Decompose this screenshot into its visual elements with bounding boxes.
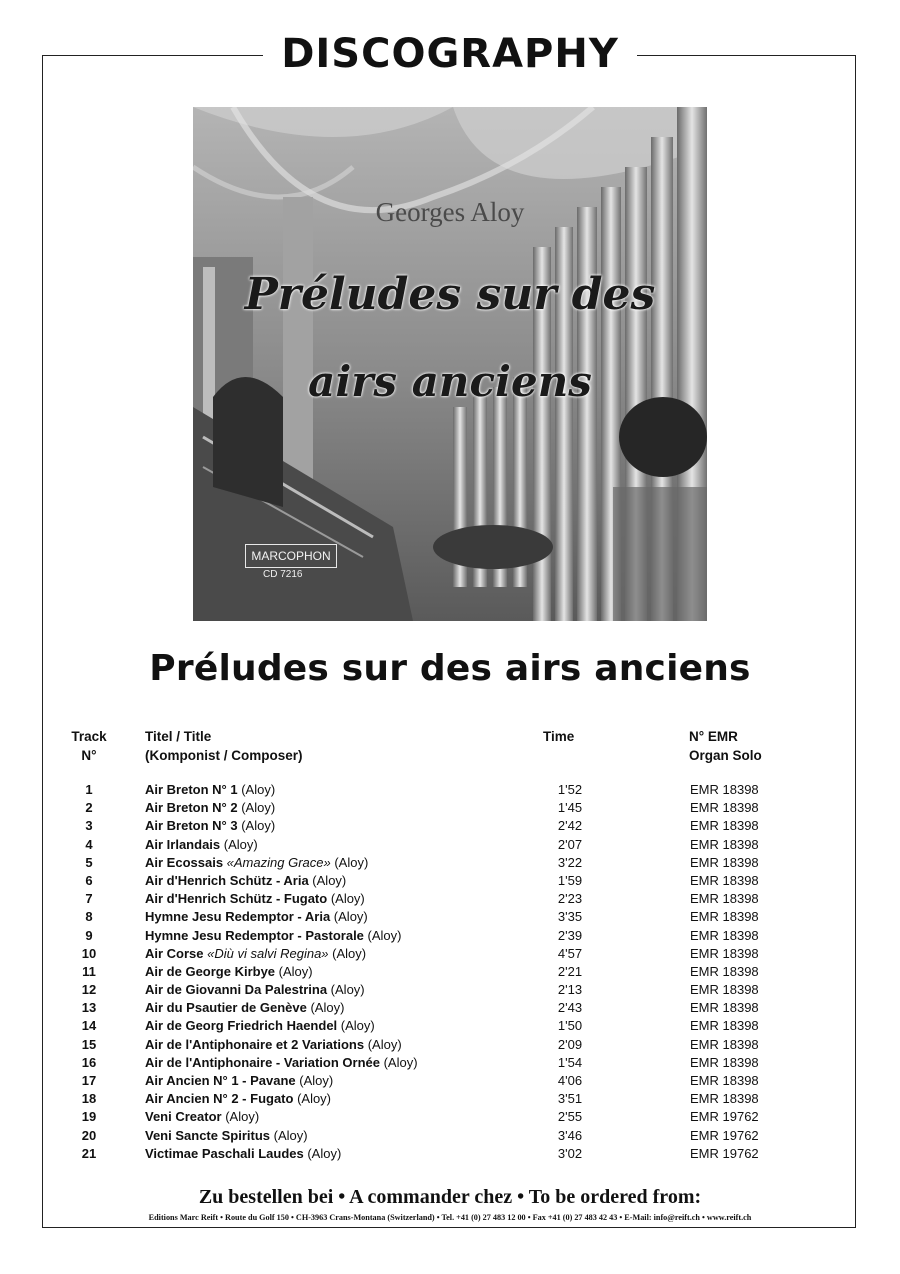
emr-column-header <box>689 727 762 765</box>
track-title-cell <box>145 999 344 1017</box>
track-title: Victimae Paschali Laudes <box>145 1145 304 1161</box>
track-number: 15 <box>81 1036 97 1052</box>
track-number: 19 <box>81 1109 97 1125</box>
track-row <box>60 999 820 1017</box>
track-title-cell <box>145 1127 308 1145</box>
track-title: Air de Georg Friedrich Haendel <box>145 1018 338 1034</box>
track-number: 8 <box>85 909 93 925</box>
track-title-cell <box>145 799 275 817</box>
track-row <box>60 799 820 817</box>
track-title-cell <box>145 1072 333 1090</box>
track-composer: (Aloy) <box>363 927 402 943</box>
track-composer: (Aloy) <box>220 836 258 852</box>
track-number: 20 <box>81 1127 97 1143</box>
track-row <box>60 1036 820 1054</box>
track-title-cell <box>145 781 275 799</box>
track-emr-number: EMR 18398 <box>690 1036 759 1052</box>
track-emr-number: EMR 18398 <box>690 800 759 816</box>
track-title: Air Ancien N° 1 - Pavane <box>145 1073 296 1088</box>
track-title-cell <box>145 927 401 945</box>
track-composer: (Aloy) <box>327 982 365 998</box>
track-emr-number: EMR 18398 <box>690 927 759 943</box>
track-row <box>60 1127 820 1145</box>
track-title: Air Ancien N° 2 - Fugato <box>145 1091 294 1107</box>
track-title: Veni Sancte Spiritus <box>145 1127 270 1143</box>
track-composer: (Aloy) <box>237 818 276 834</box>
track-title-cell <box>145 872 346 890</box>
track-column-header <box>66 727 112 765</box>
track-title-cell <box>145 836 258 854</box>
emr-header-line-1: N° EMR <box>689 729 738 744</box>
cover-catalog-number: CD 7216 <box>263 569 303 580</box>
track-number: 11 <box>82 963 96 979</box>
time-column-header <box>543 727 574 746</box>
track-row <box>60 1072 820 1090</box>
track-number: 16 <box>81 1054 97 1070</box>
track-number: 6 <box>85 872 93 888</box>
track-time: 3'22 <box>557 854 583 870</box>
track-title: Air de l'Antiphonaire et 2 Variations <box>145 1036 365 1052</box>
track-row <box>60 981 820 999</box>
title-header-line-1: Titel / Title <box>145 729 212 744</box>
track-title-cell <box>145 1090 331 1108</box>
track-time: 2'13 <box>557 982 583 998</box>
title-header-line-2: (Komponist / Composer) <box>145 748 303 763</box>
track-emr-number: EMR 18398 <box>690 982 759 998</box>
track-row <box>60 1090 820 1108</box>
track-title-cell <box>145 854 368 872</box>
track-number: 2 <box>85 800 93 816</box>
track-header-line-1: Track <box>71 729 107 744</box>
track-composer: (Aloy) <box>306 1000 345 1016</box>
track-title: Air de Giovanni Da Palestrina <box>145 982 328 998</box>
track-title: Air de George Kirbye <box>145 963 276 979</box>
emr-header-line-2: Organ Solo <box>689 748 762 763</box>
track-title: Air Corse <box>145 945 204 961</box>
track-number: 7 <box>85 891 93 907</box>
track-title-cell <box>145 908 368 926</box>
track-composer: (Aloy) <box>379 1054 418 1070</box>
track-title-cell <box>145 817 275 835</box>
track-row <box>60 1017 820 1035</box>
track-emr-number: EMR 19762 <box>690 1109 759 1125</box>
track-time: 4'57 <box>557 945 583 961</box>
track-emr-number: EMR 18398 <box>690 836 759 852</box>
track-emr-number: EMR 18398 <box>690 854 759 870</box>
track-title: Air Breton N° 2 <box>145 800 238 816</box>
track-number: 1 <box>85 782 93 797</box>
marcophon-logo: MARCOPHON <box>245 544 337 568</box>
track-emr-number: EMR 18398 <box>690 872 759 888</box>
track-number: 5 <box>85 854 93 870</box>
track-time: 2'23 <box>557 891 583 907</box>
track-row <box>60 927 820 945</box>
track-number: 17 <box>81 1073 97 1088</box>
track-composer: (Aloy) <box>303 1145 342 1161</box>
track-time: 3'02 <box>557 1145 583 1161</box>
track-composer: (Aloy) <box>337 1018 375 1034</box>
track-row <box>60 945 820 963</box>
track-title: Air Breton N° 1 <box>145 782 238 797</box>
track-time: 1'50 <box>557 1018 583 1034</box>
track-row <box>60 1145 820 1163</box>
track-title: Air d'Henrich Schütz - Fugato <box>145 891 328 907</box>
track-number: 13 <box>81 1000 97 1016</box>
track-number: 9 <box>85 927 93 943</box>
track-emr-number: EMR 18398 <box>690 1073 759 1088</box>
track-time: 1'52 <box>557 782 583 797</box>
track-title-cell <box>145 1145 341 1163</box>
discography-title: DISCOGRAPHY <box>263 28 637 80</box>
track-row <box>60 963 820 981</box>
track-composer: (Aloy) <box>308 872 347 888</box>
album-title: Préludes sur des airs anciens <box>149 648 751 689</box>
time-header: Time <box>543 729 575 744</box>
track-composer: (Aloy) <box>237 800 276 816</box>
track-title: Veni Creator <box>145 1109 222 1125</box>
track-emr-number: EMR 18398 <box>690 945 759 961</box>
track-subtitle: «Diù vi salvi Regina» <box>203 945 329 961</box>
track-number: 3 <box>85 818 93 834</box>
track-title-cell <box>145 1017 375 1035</box>
track-title: Air Ecossais <box>145 854 224 870</box>
track-title-cell <box>145 1108 259 1126</box>
track-title: Hymne Jesu Redemptor - Pastorale <box>145 927 364 943</box>
track-number: 4 <box>85 836 93 852</box>
title-column-header <box>145 727 303 765</box>
track-row <box>60 1054 820 1072</box>
track-number: 12 <box>81 982 97 998</box>
order-info: Zu bestellen bei • A commander chez • To be ordered from: <box>198 1186 702 1208</box>
track-emr-number: EMR 18398 <box>690 1054 759 1070</box>
track-row <box>60 872 820 890</box>
track-title-cell <box>145 981 365 999</box>
track-emr-number: EMR 18398 <box>690 1091 759 1107</box>
track-composer: (Aloy) <box>364 1036 402 1052</box>
track-composer: (Aloy) <box>330 909 368 925</box>
track-emr-number: EMR 18398 <box>690 909 759 925</box>
track-header-line-2: N° <box>81 748 97 763</box>
track-title: Air d'Henrich Schütz - Aria <box>145 872 309 888</box>
discography-heading <box>0 28 900 80</box>
track-emr-number: EMR 19762 <box>690 1145 759 1161</box>
track-number: 18 <box>81 1091 97 1107</box>
track-row <box>60 817 820 835</box>
publisher-address: Editions Marc Reift • Route du Golf 150 • CH-3963 Crans-Montana (Switzerland) • Tel. +41 (0) 27 483 12 00 • Fax +41 (0) 27 483 42 43 • E-Mail: info@reift.ch • www.reift.ch <box>148 1213 752 1222</box>
cover-title-line-2: airs anciens <box>308 357 592 406</box>
track-composer: (Aloy) <box>275 963 313 979</box>
track-emr-number: EMR 18398 <box>690 782 759 797</box>
track-title-cell <box>145 890 365 908</box>
track-title-cell <box>145 1036 402 1054</box>
track-emr-number: EMR 19762 <box>690 1127 759 1143</box>
track-time: 1'54 <box>557 1054 583 1070</box>
track-row <box>60 854 820 872</box>
track-emr-number: EMR 18398 <box>690 891 759 907</box>
cover-title-line-1: Préludes sur des <box>244 269 656 320</box>
track-time: 2'39 <box>557 927 583 943</box>
track-subtitle: «Amazing Grace» <box>223 854 331 870</box>
track-row <box>60 908 820 926</box>
cover-artist-name: Georges Aloy <box>375 197 525 227</box>
track-time: 2'07 <box>557 836 583 852</box>
track-number: 21 <box>81 1145 97 1161</box>
track-emr-number: EMR 18398 <box>690 963 759 979</box>
track-composer: (Aloy) <box>330 854 369 870</box>
track-time: 3'51 <box>557 1091 583 1107</box>
track-time: 4'06 <box>557 1073 583 1088</box>
track-title-cell <box>145 1054 418 1072</box>
track-number: 14 <box>81 1018 97 1034</box>
track-list <box>60 781 820 1163</box>
track-composer: (Aloy) <box>237 782 276 797</box>
track-emr-number: EMR 18398 <box>690 818 759 834</box>
track-composer: (Aloy) <box>327 891 365 907</box>
track-composer: (Aloy) <box>295 1073 334 1088</box>
track-title-cell <box>145 963 313 981</box>
track-composer: (Aloy) <box>270 1127 308 1143</box>
track-composer: (Aloy) <box>328 945 367 961</box>
track-composer: (Aloy) <box>293 1091 332 1107</box>
track-row <box>60 1108 820 1126</box>
track-row <box>60 836 820 854</box>
track-time: 1'45 <box>557 800 583 816</box>
track-time: 2'43 <box>557 1000 583 1016</box>
track-row <box>60 890 820 908</box>
track-time: 1'59 <box>557 872 583 888</box>
track-time: 2'21 <box>557 963 583 979</box>
track-title: Air Breton N° 3 <box>145 818 238 834</box>
track-emr-number: EMR 18398 <box>690 1000 759 1016</box>
track-title: Air du Psautier de Genève <box>145 1000 307 1016</box>
track-title: Air de l'Antiphonaire - Variation Ornée <box>145 1054 380 1070</box>
track-title-cell <box>145 945 366 963</box>
track-time: 2'42 <box>557 818 583 834</box>
track-time: 3'35 <box>557 909 583 925</box>
track-time: 2'09 <box>557 1036 583 1052</box>
track-title: Hymne Jesu Redemptor - Aria <box>145 909 331 925</box>
track-composer: (Aloy) <box>221 1109 260 1125</box>
track-title: Air Irlandais <box>145 836 221 852</box>
track-number: 10 <box>81 945 97 961</box>
track-time: 2'55 <box>557 1109 583 1125</box>
track-row <box>60 781 820 799</box>
album-cover <box>193 107 707 621</box>
track-emr-number: EMR 18398 <box>690 1018 759 1034</box>
track-time: 3'46 <box>557 1127 583 1143</box>
